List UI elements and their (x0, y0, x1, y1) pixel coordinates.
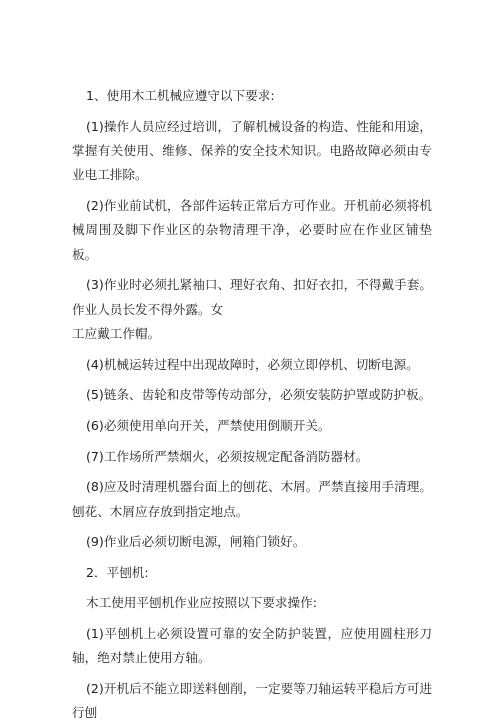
planer-intro-paragraph: 木工使用平刨机作业应按照以下要求操作: (86, 595, 317, 611)
rule-paragraph-6: (6)必须使用单向开关，严禁使用倒顺开关。 (86, 418, 331, 433)
rule-paragraph-1: (1)操作人员应经过培训，了解机械设备的构造、性能和用途，掌握有关使用、维修、保养的安全技术知识。电路故障必须由专业电工排除。 (72, 118, 432, 183)
planer-rule-paragraph-2: (2)开机后不能立即送料刨削，一定要等刀轴运转平稳后方可进行刨 (72, 680, 432, 721)
rule-paragraph-2: (2)作业前试机，各部件运转正常后方可作业。开机前必须将机械周围及脚下作业区的杂物清理干净，必要时应在作业区铺垫板。 (72, 198, 432, 262)
rule-paragraph-3: (3)作业时必须扎紧袖口、理好衣角、扣好衣扣，不得戴手套。作业人员长发不得外露。女 (72, 277, 432, 317)
planer-rule-paragraph-1: (1)平刨机上必须设置可靠的安全防护装置，应使用圆柱形刀轴，绝对禁止使用方轴。 (72, 625, 432, 666)
rule-paragraph-4: (4)机械运转过程中出现故障时，必须立即停机、切断电源。 (86, 356, 419, 372)
section-heading-planer: 2．平刨机: (86, 564, 149, 580)
rule-paragraph-9: (9)作业后必须切断电源，闸箱门锁好。 (86, 534, 306, 550)
rule-paragraph-3-continued: 工应戴工作帽。 (72, 326, 161, 342)
rule-paragraph-5: (5)链条、齿轮和皮带等传动部分，必须安装防护罩或防护板。 (86, 387, 432, 403)
rule-paragraph-8: (8)应及时清理机器台面上的刨花、木屑。严禁直接用手清理。刨花、木屑应存放到指定地点。 (72, 479, 432, 519)
document-body (72, 84, 432, 726)
section-heading-woodworking-machinery: 1、使用木工机械应遵守以下要求: (86, 88, 275, 103)
rule-paragraph-7: (7)工作场所严禁烟火，必须按规定配备消防器材。 (86, 448, 369, 464)
